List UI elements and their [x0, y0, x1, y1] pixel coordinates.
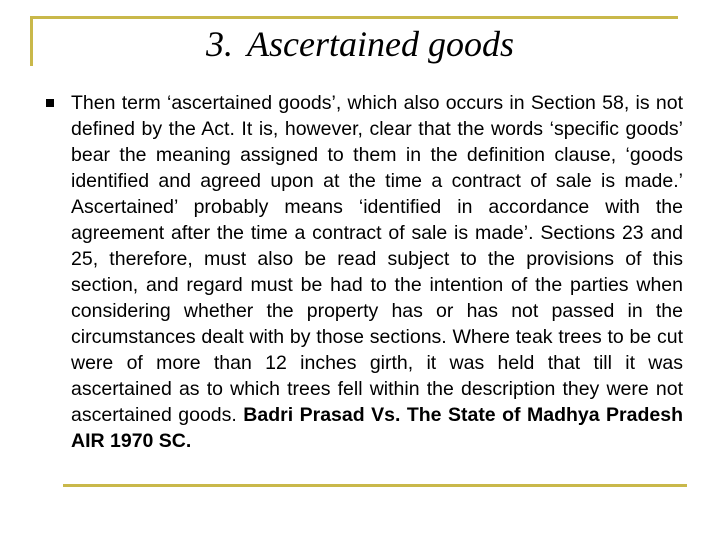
slide-title — [0, 22, 720, 66]
frame-bottom-line — [63, 484, 687, 487]
frame-top-line — [30, 16, 678, 19]
title-number: 3. — [206, 24, 234, 64]
square-bullet-icon — [46, 99, 54, 107]
title-text: Ascertained goods — [247, 24, 514, 64]
case-citation: Badri Prasad Vs. The State of Madhya Pradesh AIR 1970 SC. — [71, 404, 684, 452]
body-paragraph — [71, 90, 683, 454]
body-text: Then term ‘ascertained goods’, which also occurs in Section 58, is not defined by the Act. It is, however, clear that the words ‘specific goods’ bear the meaning assigned to them in the definition clause, ‘goods identified and agreed upon at the time a contract of sale is made.’ Ascertained’ probably means ‘identified in accordance with the agreement after the time a contract of sale is made’. Sections 23 and 25, therefore, must also be read subject to the provisions of this section, and regard must be had to the intention of the parties when considering whether the property has or has not passed in the circumstances dealt with by those sections. Where teak trees to be cut were of more than 12 inches girth, it was held that till it was ascertained as to which trees fell within the description they were not ascertained goods. — [71, 92, 683, 426]
